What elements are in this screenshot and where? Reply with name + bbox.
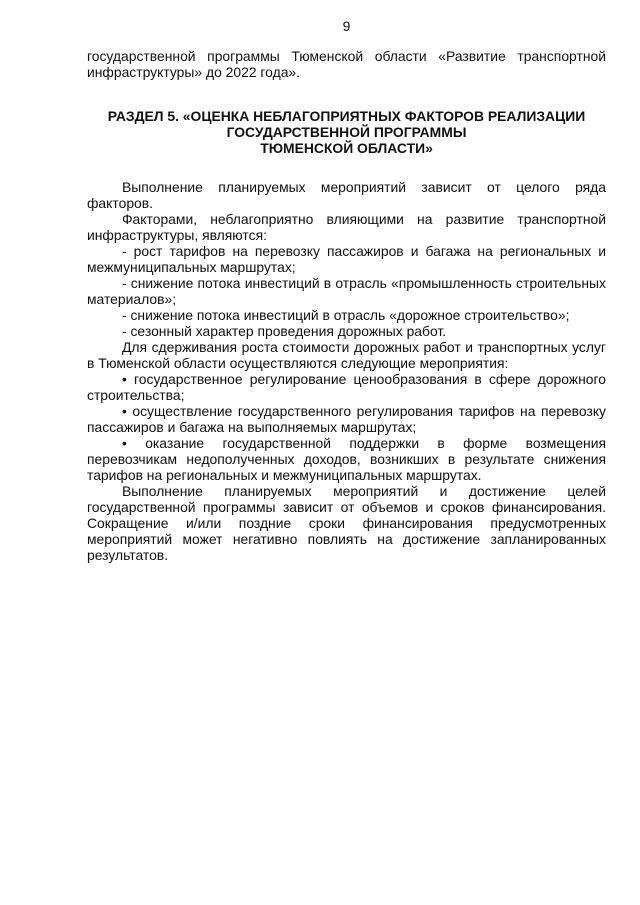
list-item-investment-roads: - снижение потока инвестиций в отрасль «дорожное строительство»; (122, 307, 570, 323)
bullet-pricing: • государственное регулирование ценообразования в сфере дорожного строительства; (87, 371, 606, 403)
section-heading (87, 108, 606, 156)
intro-line-1: государственной программы Тюменской области «Развитие транспортной (87, 48, 606, 64)
bullet-state-support: • оказание государственной поддержки в форме возмещения перевозчикам недополученных доходов, возникших в результате снижения тарифов на региональных и межмуниципальных маршрутах. (87, 435, 606, 483)
section-heading-line-2: ГОСУДАРСТВЕННОЙ ПРОГРАММЫ (226, 124, 467, 140)
list-item-tariffs: - рост тарифов на перевозку пассажиров и багажа на региональных и межмуниципальных маршрутах; (87, 243, 606, 275)
paragraph-1: Выполнение планируемых мероприятий зависит от целого ряда факторов. (87, 179, 606, 211)
paragraph-2: Факторами, неблагоприятно влияющими на развитие транспортной инфраструктуры, являются: (87, 211, 606, 243)
bullet-tariff-regulation: • осуществление государственного регулирования тарифов на перевозку пассажиров и багажа на выполняемых маршрутах; (87, 403, 606, 435)
paragraph-measures: Для сдерживания роста стоимости дорожных работ и транспортных услуг в Тюменской области осуществляются следующие мероприятия: (87, 339, 606, 371)
page-number: 9 (342, 18, 351, 34)
section-heading-line-3: ТЮМЕНСКОЙ ОБЛАСТИ» (260, 140, 433, 156)
list-item-investment-materials: - снижение потока инвестиций в отрасль «промышленность строительных материалов»; (87, 275, 606, 307)
intro-line-2: инфраструктуры» до 2022 года». (87, 64, 301, 80)
list-item-seasonal: - сезонный характер проведения дорожных работ. (122, 323, 447, 339)
section-heading-line-1: РАЗДЕЛ 5. «ОЦЕНКА НЕБЛАГОПРИЯТНЫХ ФАКТОРОВ РЕАЛИЗАЦИИ (107, 108, 586, 124)
paragraph-conclusion: Выполнение планируемых мероприятий и достижение целей государственной программы зависит от объемов и сроков финансирования. Сокращение и/или поздние сроки финансирования предусмотренных мероприятий может негативно повлиять на достижение запланированных результатов. (87, 483, 606, 563)
